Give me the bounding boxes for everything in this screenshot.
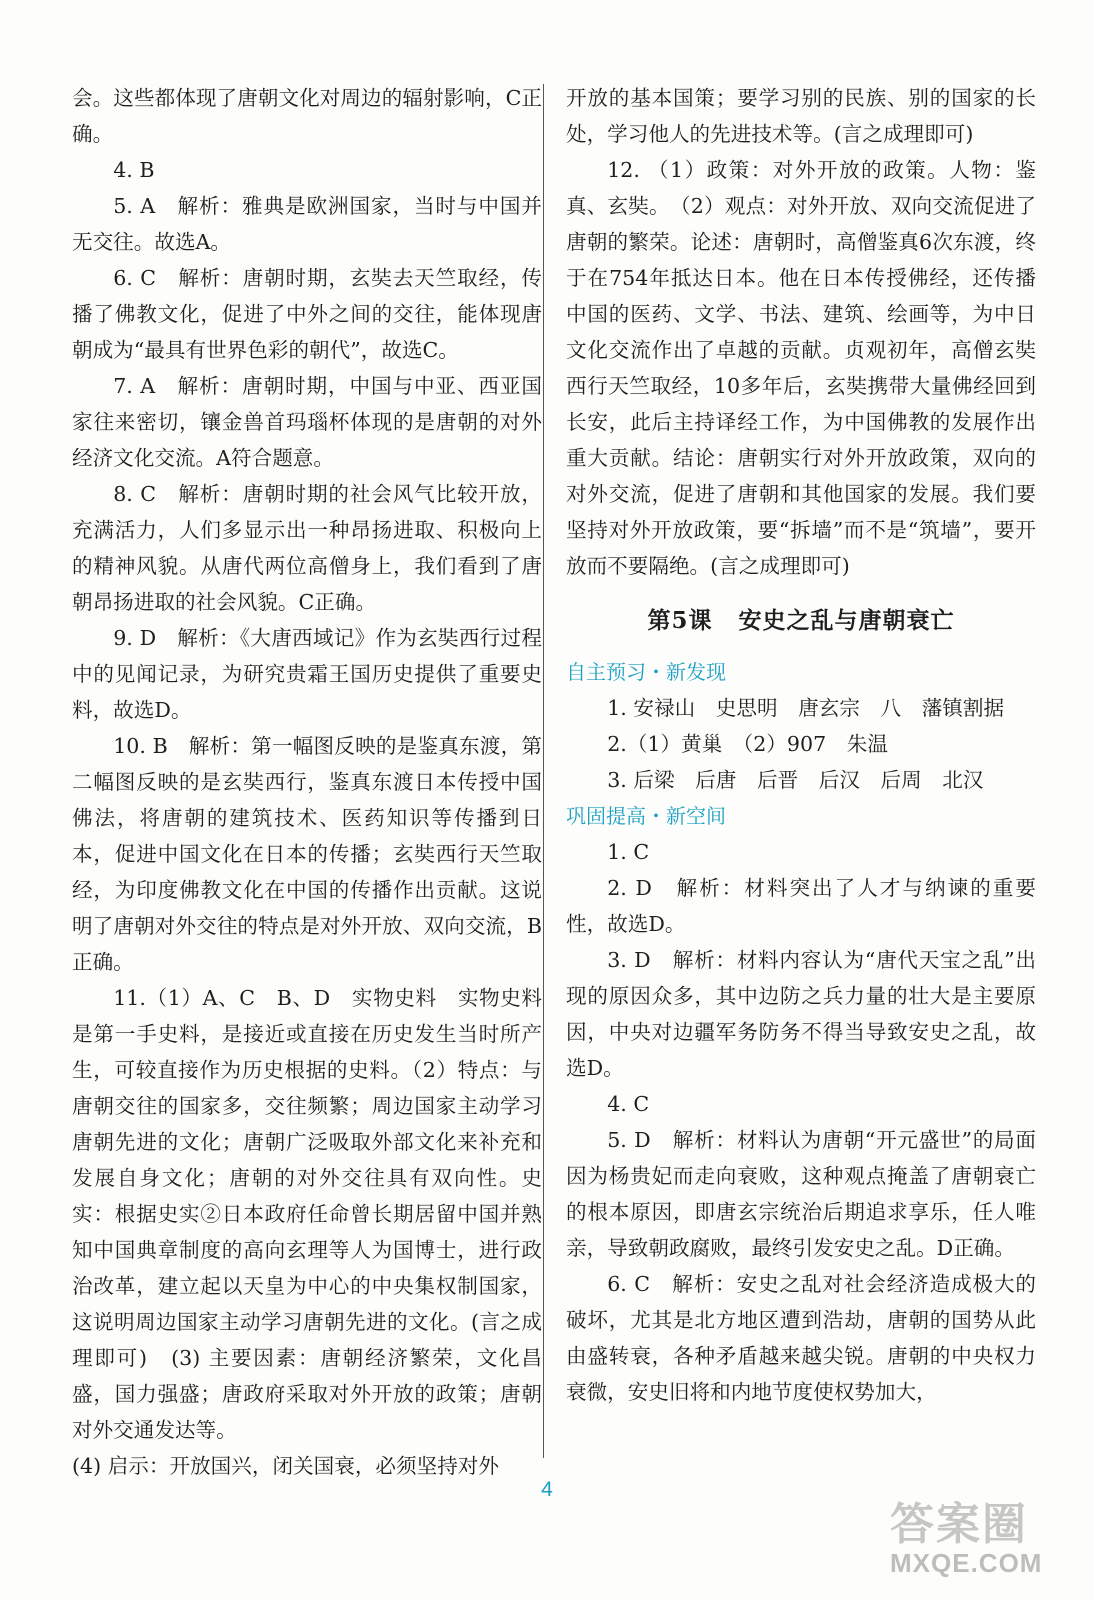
right-column <box>566 80 1036 1410</box>
lesson-title <box>566 606 1036 636</box>
answer-paragraph: 6. C 解析：安史之乱对社会经济造成极大的破坏，尤其是北方地区遭到浩劫，唐朝的国势从此由盛转衰，各种矛盾越来越尖锐。唐朝的中央权力衰微，安史旧将和内地节度使权势加大， <box>566 1272 1036 1404</box>
answer-paragraph: 会。这些都体现了唐朝文化对周边的辐射影响，C正确。 <box>72 86 542 146</box>
watermark-url: MXQE.COM <box>890 1548 1043 1578</box>
watermark-mark: 答案圈 <box>890 1499 1028 1550</box>
column-divider <box>543 84 544 1458</box>
answer-paragraph: 9. D 解析：《大唐西域记》作为玄奘西行过程中的见闻记录，为研究贵霜王国历史提供了重要史料，故选D。 <box>72 626 542 722</box>
section-heading-consolidate: 巩固提高・新空间 <box>566 804 726 828</box>
answer-paragraph: 6. C 解析：唐朝时期，玄奘去天竺取经，传播了佛教文化，促进了中外之间的交往，能体现唐朝成为“最具有世界色彩的朝代”，故选C。 <box>72 266 542 362</box>
preview-answer-line: 2.（1）黄巢 （2）907 朱温 <box>607 732 888 756</box>
right-column-answers <box>566 80 1036 584</box>
answer-paragraph: 3. D 解析：材料内容认为“唐代天宝之乱”出现的原因众多，其中边防之兵力量的壮大是主要原因，中央对边疆军务防务不得当导致安史之乱，故选D。 <box>566 948 1036 1080</box>
lesson-number: 第5课 <box>647 607 713 634</box>
preview-answers <box>566 690 1036 798</box>
lesson-name: 安史之乱与唐朝衰亡 <box>738 607 955 634</box>
preview-answer-line: 1. 安禄山 史思明 唐玄宗 八 藩镇割据 <box>607 696 1005 720</box>
answer-paragraph: 4. C <box>607 1092 650 1116</box>
answer-paragraph: 8. C 解析：唐朝时期的社会风气比较开放，充满活力，人们多显示出一种昂扬进取、积极向上的精神风貌。从唐代两位高僧身上，我们看到了唐朝昂扬进取的社会风貌。C正确。 <box>72 482 542 614</box>
answer-paragraph: 2. D 解析：材料突出了人才与纳谏的重要性，故选D。 <box>566 876 1036 936</box>
page-number: 4 <box>541 1478 553 1501</box>
section-heading-preview: 自主预习・新发现 <box>566 660 726 684</box>
watermark-logo <box>890 1488 1080 1588</box>
answer-paragraph: 5. D 解析：材料认为唐朝“开元盛世”的局面因为杨贵妃而走向衰败，这种观点掩盖了唐朝衰亡的根本原因，即唐玄宗统治后期追求享乐，任人唯亲，导致朝政腐败，最终引发安史之乱。D正确。 <box>566 1128 1036 1260</box>
answer-paragraph: 7. A 解析：唐朝时期，中国与中亚、西亚国家往来密切，镶金兽首玛瑙杯体现的是唐朝的对外经济文化交流。A符合题意。 <box>72 374 542 470</box>
answer-paragraph: 10. B 解析：第一幅图反映的是鉴真东渡，第二幅图反映的是玄奘西行，鉴真东渡日本传授中国佛法，将唐朝的建筑技术、医药知识等传播到日本，促进中国文化在日本的传播；玄奘西行天竺取经，为印度佛教文化在中国的传播作出贡献。这说明了唐朝对外交往的特点是对外开放、双向交流，B正确。 <box>72 734 542 974</box>
preview-answer-line: 3. 后梁 后唐 后晋 后汉 后周 北汉 <box>607 768 984 792</box>
consolidate-answers <box>566 834 1036 1410</box>
left-column <box>72 80 542 1484</box>
answer-paragraph: 5. A 解析：雅典是欧洲国家，当时与中国并无交往。故选A。 <box>72 194 542 254</box>
answer-paragraph: 4. B <box>113 158 155 182</box>
answer-paragraph: 11.（1）A、C B、D 实物史料 实物史料是第一手史料，是接近或直接在历史发生当时所产生，可较直接作为历史根据的史料。（2）特点：与唐朝交往的国家多，交往频繁；周边国家主动学习唐朝先进的文化；唐朝广泛吸取外部文化来补充和发展自身文化；唐朝的对外交往具有双向性。史实：根据史实②日本政府任命曾长期居留中国并熟知中国典章制度的高向玄理等人为国博士，进行政治改革，建立起以天皇为中心的中央集权制国家，这说明周边国家主动学习唐朝先进的文化。(言之成理即可) (3) 主要因素：唐朝经济繁荣，文化昌盛，国力强盛；唐政府采取对外开放的政策；唐朝对外交通发达等。 <box>72 986 542 1442</box>
answer-paragraph: 12. （1）政策：对外开放的政策。人物：鉴真、玄奘。 （2）观点：对外开放、双向交流促进了唐朝的繁荣。论述：唐朝时，高僧鉴真6次东渡，终于在754年抵达日本。他在日本传授佛经，还传播中国的医药、文学、书法、建筑、绘画等，为中日文化交流作出了卓越的贡献。贞观初年，高僧玄奘西行天竺取经，10多年后，玄奘携带大量佛经回到长安，此后主持译经工作，为中国佛教的发展作出重大贡献。结论：唐朝实行对外开放政策，双向的对外交流，促进了唐朝和其他国家的发展。我们要坚持对外开放政策，要“拆墙”而不是“筑墙”，要开放而不要隔绝。(言之成理即可) <box>566 158 1036 578</box>
answer-paragraph: 1. C <box>607 840 650 864</box>
answer-paragraph: 开放的基本国策；要学习别的民族、别的国家的长处，学习他人的先进技术等。(言之成理即可) <box>566 86 1036 146</box>
answer-paragraph: (4) 启示：开放国兴，闭关国衰，必须坚持对外 <box>72 1454 499 1478</box>
